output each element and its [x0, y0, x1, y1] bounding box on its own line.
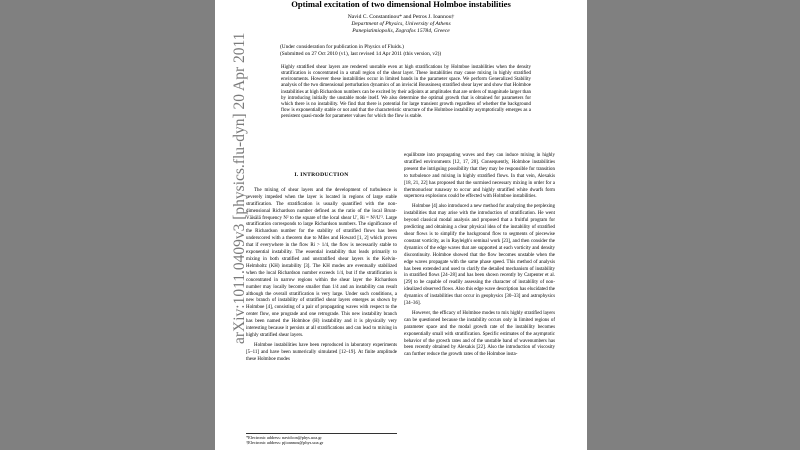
footnotes — [246, 433, 397, 446]
paragraph: However, the efficacy of Holmboe modes to mix highly stratified layers can be questioned because the instability occurs only in limited regions of parameter space and the modal growth rate of the instability becomes exponentially small with stratification. Specific estimates of the asymptotic behavior of the growth rates and of the unstable band of wavenumbers has been recently obtained by Alexakis [22]. Also the introduction of viscosity can further reduce the growth rates of the Holmboe insta- — [404, 310, 555, 358]
left-column — [246, 172, 397, 364]
section-heading: I. INTRODUCTION — [294, 172, 349, 178]
affiliation-address: Panepistimiopolis, Zografos 15784, Greece — [352, 28, 450, 35]
paragraph: Holmboe [4] also introduced a new method for analyzing the perplexing instabilities that may arise with the introduction of stratification. He went beyond classical modal analysis and proposed that a fruitful program for predicting and obtaining a clear physical idea of the instability of stratified shear flows is to simplify the background flow to segments of piecewise constant vorticity, as in Rayleigh's seminal work [23], and then consider the dynamics of the edge waves that are supported at each vorticity and density discontinuity. Holmboe showed that the flow becomes unstable when the edge waves propagate with the same phase speed. This method of analysis has been extended and used to clarify the detailed mechanism of instability in stratified flows [24–28] and has been shown recently by Carpenter et al. [29] to be capable of readily assessing the character of instability of non-idealized observed flows. Also this edge wave description has elucidated the dynamics of instabilities that occur in geophysics [30–33] and astrophysics [34–36]. — [404, 204, 555, 307]
abstract: Highly stratified shear layers are rendered unstable even at high stratifications by Holmboe instabilities when the density stratification is concentrated in a small region of the shear layer. These instabilities may cause mixing in highly stratified environments. However these instabilities occur in limited bands in the parameter space. We perform Generalized Stability analysis of the two dimensional perturbation dynamics of an inviscid Boussinesq stratified shear layer and show that Holmboe instabilities at high Richardson numbers can be excited by their adjoints at amplitudes that are orders of magnitude larger than by introducing initially the unstable mode itself. We also determine the optimal growth that is obtained for parameters for which there is no instability. We find that there is potential for large transient growth regardless of whether the background flow is exponentially stable or not and that the characteristic structure of the Holmboe instability asymptotically emerges as a persistent quasi-mode for parameter values for which the flow is stable. — [281, 65, 531, 120]
page-sheet — [215, 0, 587, 450]
submission-notes — [280, 44, 550, 57]
author-block — [215, 14, 587, 36]
paper-title: Optimal excitation of two dimensional Holmboe instabilities — [291, 0, 511, 9]
authors: Navid C. Constantinou* and Petros J. Ioannou† — [347, 14, 455, 20]
footnote-email-1: *Electronic address: navidcon@phys.uoa.gr — [246, 435, 322, 440]
footnote-email-2: †Electronic address: pjioannou@phys.uoa.gr — [246, 440, 324, 446]
paragraph: Holmboe instabilities have been reproduced in laboratory experiments [5–11] and have been numerically simulated [12–19]. At finite amplitude these Holmboe modes — [246, 342, 397, 362]
submission-date: (Submitted on 27 Oct 2010 (v1), last revised 14 Apr 2011 (this version, v2)) — [280, 50, 442, 57]
paragraph: equilibrate into propagating waves and they can induce mixing in highly stratified environments [12, 17, 20]. Consequently, Holmboe instabilities present the intriguing possibility that they may be responsible for transition to turbulence and mixing in highly stratified flows. In that vein, Alexakis [18, 21, 22] has proposed that the surmised necessary mixing in order for a thermonuclear runaway to occur and highly stratified white dwarfs form supernova explosions could be effected with Holmboe instabilities. — [404, 153, 555, 200]
right-column — [404, 153, 555, 359]
paragraph: The mixing of shear layers and the development of turbulence is severely impeded when the layer is located in regions of large stable stratification. The stratification is usually quantified with the non-dimensional Richardson number defined as the ratio of the local Brunt-Väisälä frequency N² to the square of the local shear U′, Ri = N²/U′². Large stratification corresponds to large Richardson numbers. The significance of the Richardson number for the stability of stratified flows has been underscored with a theorem due to Miles and Howard [1, 2] which proves that if everywhere in the flow Ri > 1/4, the flow is necessarily stable to exponential instability. The essential instability that leads primarily to mixing in both stratified and unstratified shear layers is the Kelvin-Helmholtz (KH) instability [3]. The KH modes are eventually stabilized when the local Richardson number exceeds 1/4, but if the stratification is concentrated in narrow regions within the shear layer the Richardson number may locally become smaller than 1/4 and an instability can result although the overall stratification is very large. Under such conditions, a new branch of instability of stratified shear layers emerges as shown by Holmboe [4], consisting of a pair of propagating waves with respect to the center flow, one prograde and one retrograde. This new instability branch has been named the Holmboe (H) instability and it is physically very interesting because it persists at all stratifications and can lead to mixing in highly stratified shear layers. — [246, 187, 397, 338]
arxiv-stamp: arXiv:1011.0409v3 [physics.flu-dyn] 20 Apr 2011 — [231, 32, 248, 344]
affiliation-department: Department of Physics, University of Athens — [351, 21, 451, 28]
consideration-note: (Under consideration for publication in Physics of Fluids.) — [280, 44, 404, 50]
